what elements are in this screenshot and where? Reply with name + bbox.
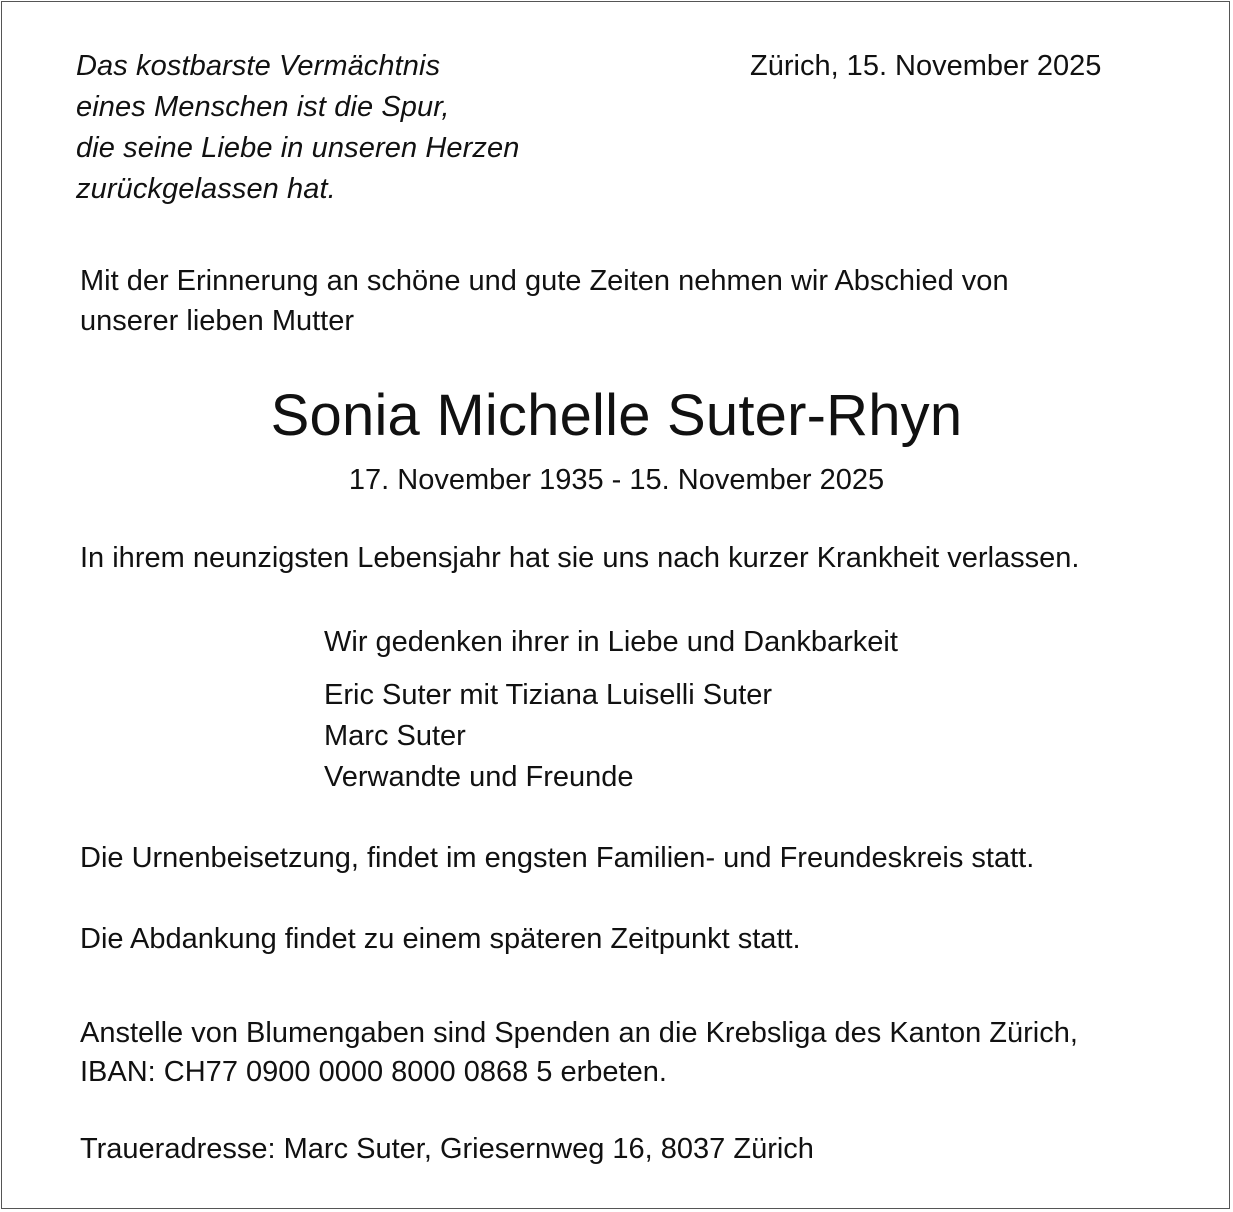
donation-line: IBAN: CH77 0900 0000 8000 0868 5 erbeten.	[80, 1056, 667, 1088]
passing-text: In ihrem neunzigsten Lebensjahr hat sie uns nach kurzer Krankheit verlassen.	[80, 542, 1080, 574]
donation-notice	[80, 1014, 1078, 1092]
remember-line: Wir gedenken ihrer in Liebe und Dankbarkeit	[324, 626, 898, 658]
mourner-name: Eric Suter mit Tiziana Luiselli Suter	[324, 679, 773, 711]
intro-text	[80, 261, 1009, 341]
donation-line: Anstelle von Blumengaben sind Spenden an die Krebsliga des Kanton Zürich,	[80, 1017, 1078, 1049]
quote-line: eines Menschen ist die Spur,	[76, 91, 450, 123]
quote-line: zurückgelassen hat.	[76, 173, 336, 205]
memorial-quote	[76, 46, 519, 210]
mourning-address: Traueradresse: Marc Suter, Griesernweg 16, 8037 Zürich	[80, 1133, 814, 1165]
quote-line: Das kostbarste Vermächtnis	[76, 50, 441, 82]
deceased-name: Sonia Michelle Suter-Rhyn	[270, 383, 963, 448]
mourner-name: Marc Suter	[324, 720, 466, 752]
place-date: Zürich, 15. November 2025	[750, 50, 1102, 82]
mourner-name: Verwandte und Freunde	[324, 761, 634, 793]
intro-line: unserer lieben Mutter	[80, 305, 355, 337]
quote-line: die seine Liebe in unseren Herzen	[76, 132, 520, 164]
intro-line: Mit der Erinnerung an schöne und gute Zeiten nehmen wir Abschied von	[80, 265, 1009, 297]
mourner-list	[324, 675, 772, 798]
urn-notice: Die Urnenbeisetzung, findet im engsten Familien- und Freundeskreis statt.	[80, 842, 1035, 874]
ceremony-notice: Die Abdankung findet zu einem späteren Zeitpunkt statt.	[80, 923, 801, 955]
life-dates: 17. November 1935 - 15. November 2025	[348, 464, 885, 496]
